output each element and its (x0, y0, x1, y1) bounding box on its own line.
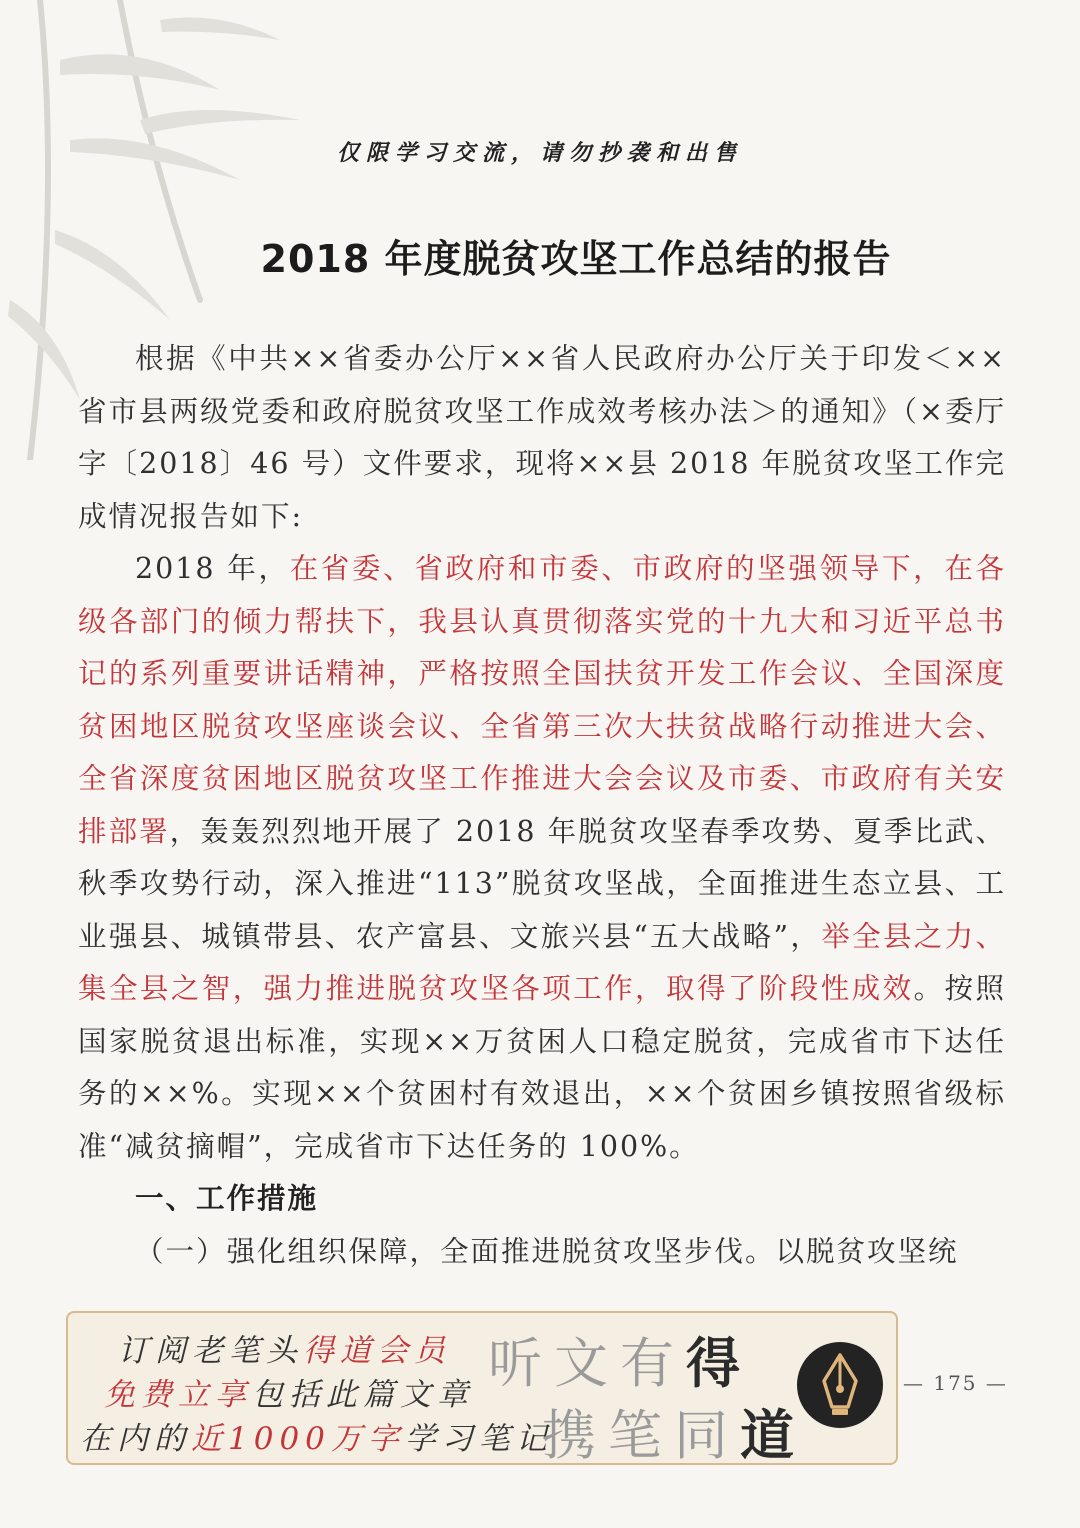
banner-slogan-1 (488, 1321, 752, 1398)
slogan-text: 听文有 (488, 1332, 686, 1395)
banner-line-1 (118, 1325, 451, 1370)
banner-text: 订阅老笔头 (118, 1333, 303, 1369)
subsection-heading: （一）强化组织保障，全面推进脱贫攻坚步伐。以脱贫攻坚统 (135, 1234, 959, 1268)
banner-highlight: 得道会员 (303, 1333, 451, 1369)
subscription-banner[interactable] (66, 1311, 898, 1465)
document-body (78, 333, 1006, 1278)
slogan-emphasis: 道 (740, 1403, 806, 1465)
banner-line-3 (80, 1413, 553, 1458)
highlighted-text: 在省委、省政府和市委、市政府的坚强领导下，在各级各部门的倾力帮扶下，我县认真贯彻落实党的十九大和习近平总书记的系列重要讲话精神，严格按照全国扶贫开发工作会议、全国深度贫困地区脱贫攻坚座谈会议、全省第三次大扶贫战略行动推进大会、全省深度贫困地区脱贫攻坚工作推进大会会议及市委、市政府有关安排部署 (78, 552, 1006, 848)
slogan-text: 携笔同 (542, 1404, 740, 1465)
banner-highlight: 近1000万字 (191, 1421, 405, 1457)
page-number: — 175 — (903, 1371, 1008, 1395)
paragraph-2-part-c: 。按照国家脱贫退出标准，实现××万贫困人口稳定脱贫，完成省市下达任务的××%。实现××个贫困村有效退出，××个贫困乡镇按照省级标准“减贫摘帽”，完成省市下达任务的 100%。 (78, 972, 1006, 1163)
banner-line-2 (104, 1369, 474, 1414)
banner-text: 学习笔记 (404, 1421, 553, 1457)
banner-text: 包括此篇文章 (252, 1377, 474, 1413)
paragraph-2 (78, 543, 1006, 1173)
banner-slogan-2 (542, 1393, 806, 1465)
pen-nib-icon (796, 1341, 884, 1429)
paragraph-2-part-a: 2018 年， (135, 552, 290, 585)
document-title: 2018 年度脱贫攻坚工作总结的报告 (260, 237, 892, 281)
paragraph-1: 根据《中共××省委办公厅××省人民政府办公厅关于印发＜××省市县两级党委和政府脱贫攻坚工作成效考核办法＞的通知》（×委厅字〔2018〕46 号）文件要求，现将××县 2018 年脱贫攻坚工作完成情况报告如下: (78, 342, 1006, 533)
copyright-notice: 仅限学习交流，请勿抄袭和出售 (336, 140, 743, 166)
banner-highlight: 免费立享 (104, 1377, 252, 1413)
highlighted-text: 举全县之力、集全县之智，强力推进脱贫攻坚各项工作，取得了阶段性成效 (78, 919, 1006, 1005)
section-heading: 一、工作措施 (135, 1182, 319, 1215)
paragraph-2-part-b: ，轰轰烈烈地开展了 2018 年脱贫攻坚春季攻势、夏季比武、秋季攻势行动，深入推进“113”脱贫攻坚战，全面推进生态立县、工业强县、城镇带县、农产富县、文旅兴县“五大战略”， (78, 814, 1006, 953)
banner-text: 在内的 (80, 1421, 191, 1457)
slogan-emphasis: 得 (686, 1331, 752, 1395)
